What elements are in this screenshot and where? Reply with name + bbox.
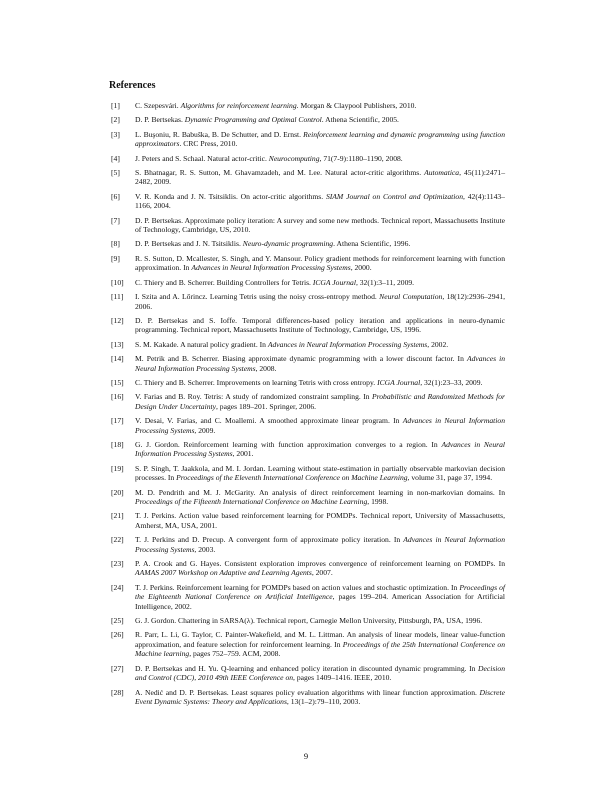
reference-text: , 18(12):2936–2941, 2006.	[135, 292, 506, 311]
reference-text: , 13(1–2):79–110, 2003.	[286, 696, 361, 706]
reference-text: . CRC Press, 2010.	[179, 139, 238, 149]
reference-text: V. Desai, V. Farias, and C. Moallemi. A smoothed approximate linear program. In	[135, 416, 403, 426]
reference-entry	[109, 292, 505, 311]
reference-venue-title: Advances in Neural Information Processing Systems	[135, 416, 505, 435]
reference-entry	[109, 630, 505, 658]
reference-number: [25]	[111, 616, 124, 626]
reference-entry	[109, 115, 505, 124]
reference-venue-title: ICGA Journal	[377, 377, 421, 387]
reference-entry	[109, 239, 505, 248]
reference-venue-title: Automatica	[424, 168, 460, 178]
reference-text: P. A. Crook and G. Hayes. Consistent exploration improves convergence of reinforcement learning on POMDPs. In	[135, 559, 505, 569]
reference-entry	[109, 616, 505, 625]
reference-entry	[109, 192, 505, 211]
reference-venue-title: AAMAS 2007 Workshop on Adaptive and Learning Agents	[135, 568, 312, 578]
reference-number: [27]	[111, 663, 124, 673]
reference-number: [18]	[111, 439, 124, 449]
reference-number: [3]	[111, 129, 120, 139]
reference-venue-title: SIAM Journal on Control and Optimization	[325, 191, 463, 201]
reference-text: , 1998.	[367, 497, 389, 506]
reference-text: C. Thiery and B. Scherrer. Building Controllers for Tetris.	[135, 277, 313, 287]
reference-entry	[109, 535, 505, 554]
reference-text: D. P. Bertsekas and J. N. Tsitsiklis.	[135, 239, 243, 249]
reference-text: , 45(11):2471–2482, 2009.	[135, 168, 506, 187]
reference-entry	[109, 168, 505, 187]
reference-text: , pages 189–201. Springer, 2006.	[215, 401, 317, 411]
reference-text: , 32(1):23–33, 2009.	[420, 377, 483, 387]
reference-number: [26]	[111, 630, 124, 640]
reference-venue-title: Advances in Neural Information Processing Systems	[135, 439, 505, 459]
reference-entry	[109, 130, 505, 149]
reference-venue-title: ICGA Journal	[312, 277, 356, 287]
reference-text: , 2008.	[255, 363, 277, 373]
reference-entry	[109, 559, 505, 578]
reference-text: S. Bhatnagar, R. S. Sutton, M. Ghavamzadeh, and M. Lee. Natural actor-critic algorithms.	[135, 168, 425, 178]
reference-number: [12]	[111, 315, 124, 325]
reference-text: V. Farias and B. Roy. Tetris: A study of randomized constraint sampling. In	[135, 392, 372, 402]
reference-text: . Athena Scientific, 2005.	[321, 115, 399, 125]
reference-text: , 2002.	[427, 339, 449, 349]
reference-number: [21]	[111, 511, 124, 521]
reference-entry	[109, 583, 505, 611]
reference-number: [16]	[111, 392, 124, 402]
reference-text: , 2009.	[194, 425, 216, 435]
reference-text: , 2000.	[350, 263, 372, 273]
reference-text: , 42(4):1143–1166, 2004.	[135, 191, 505, 211]
reference-venue-title: Proceedings of the Fifteenth International Conference on Machine Learning	[135, 497, 368, 506]
reference-number: [9]	[111, 253, 120, 263]
reference-entry	[109, 464, 505, 483]
reference-text: M. Petrik and B. Scherrer. Biasing approximate dynamic programming with a lower discount factor. In	[135, 354, 467, 364]
reference-entry	[109, 392, 505, 411]
reference-text: L. Buşoniu, R. Babuška, B. De Schutter, and D. Ernst.	[135, 129, 304, 139]
reference-number: [2]	[111, 115, 120, 125]
reference-text: , pages 199–204. American Association for Artificial Intelligence, 2002.	[135, 592, 505, 611]
reference-number: [4]	[111, 153, 120, 163]
reference-text: D. P. Bertsekas.	[135, 115, 185, 125]
reference-venue-title: Proceedings of the Eighteenth National Conference on Artificial Intelligence	[135, 582, 505, 602]
reference-text: , 71(7-9):1180–1190, 2008.	[319, 153, 403, 163]
reference-number: [28]	[111, 687, 124, 697]
reference-venue-title: Advances in Neural Information Processing Systems	[135, 535, 505, 554]
reference-text: G. J. Gordon. Chattering in SARSA(λ). Technical report, Carnegie Mellon University, Pittsburgh, PA, USA, 1996.	[135, 616, 483, 626]
reference-text: G. J. Gordon. Reinforcement learning with function approximation converges to a region. In	[135, 439, 442, 449]
reference-text: R. Parr, L. Li, G. Taylor, C. Painter-Wakefield, and M. L. Littman. An analysis of linear models, linear value-function approximation, and feature selection for reinforcement learning. In	[135, 630, 505, 649]
reference-venue-title: Dynamic Programming and Optimal Control	[184, 115, 322, 125]
reference-venue-title: Reinforcement learning and dynamic programming using function approximators	[135, 129, 505, 149]
page-number: 9	[303, 751, 309, 761]
reference-text: S. M. Kakade. A natural policy gradient. In	[135, 339, 268, 349]
reference-venue-title: Advances in Neural Information Processing Systems	[267, 339, 428, 349]
reference-venue-title: Proceedings of the Eleventh International Conference on Machine Learning	[176, 473, 408, 483]
reference-number: [22]	[111, 535, 124, 545]
reference-text: D. P. Bertsekas and S. Ioffe. Temporal differences-based policy iteration and applications in neuro-dynamic programming. Technical report, Massachusetts Institute of Technology, Cambridge, US, 1996.	[135, 315, 505, 335]
reference-entry	[109, 416, 505, 435]
reference-venue-title: Probabilistic and Randomized Methods for Design Under Uncertainty	[135, 392, 505, 411]
reference-number: [10]	[111, 277, 124, 287]
reference-text: S. P. Singh, T. Jaakkola, and M. I. Jordan. Learning without state-estimation in partially observable markovian decision processes. In	[135, 463, 505, 483]
reference-text: C. Thiery and B. Scherrer. Improvements on learning Tetris with cross entropy.	[135, 377, 378, 387]
reference-text: I. Szita and A. Lőrincz. Learning Tetris using the noisy cross-entropy method.	[135, 292, 380, 302]
reference-entry	[109, 664, 505, 683]
reference-text: , pages 1409–1416. IEEE, 2010.	[293, 673, 392, 683]
reference-text: , pages 752–759. ACM, 2008.	[189, 649, 281, 659]
reference-number: [11]	[111, 292, 124, 302]
reference-number: [20]	[111, 487, 124, 497]
reference-text: D. P. Bertsekas and H. Yu. Q-learning and enhanced policy iteration in discounted dynamic programming. In	[135, 663, 478, 673]
reference-text: , 2003.	[194, 544, 216, 554]
reference-text: R. S. Sutton, D. Mcallester, S. Singh, and Y. Mansour. Policy gradient methods for reinforcement learning with function approximation. In	[135, 253, 505, 273]
reference-number: [15]	[111, 377, 124, 387]
reference-entry	[109, 216, 505, 235]
reference-text: T. J. Perkins. Reinforcement learning for POMDPs based on action values and stochastic optimization. In	[135, 582, 460, 592]
reference-text: C. Szepesvári.	[135, 101, 181, 110]
reference-text: A. Nedić and D. P. Bertsekas. Least squares policy evaluation algorithms with linear function approximation.	[135, 687, 480, 697]
reference-number: [8]	[111, 239, 120, 249]
reference-entry	[109, 154, 505, 163]
reference-text: . Morgan & Claypool Publishers, 2010.	[296, 101, 417, 110]
reference-list	[109, 101, 505, 711]
reference-number: [14]	[111, 354, 124, 364]
reference-number: [1]	[111, 101, 120, 110]
reference-number: [23]	[111, 559, 124, 569]
reference-text: T. J. Perkins and D. Precup. A convergent form of approximate policy iteration. In	[135, 535, 404, 545]
reference-entry	[109, 340, 505, 349]
reference-text: V. R. Konda and J. N. Tsitsiklis. On actor-critic algorithms.	[135, 191, 326, 201]
reference-entry	[109, 688, 505, 707]
reference-number: [7]	[111, 215, 120, 225]
reference-entry	[109, 254, 505, 273]
reference-text: , 32(1):3–11, 2009.	[355, 277, 415, 287]
reference-venue-title: Advances in Neural Information Processing Systems	[135, 354, 506, 373]
reference-venue-title: Neuro-dynamic programming	[242, 239, 334, 249]
references-heading: References	[109, 80, 156, 91]
reference-text: T. J. Perkins. Action value based reinforcement learning for POMDPs. Technical report, University of Massachusetts, Amherst, MA, USA, 2001.	[135, 511, 505, 530]
reference-venue-title: Neural Computation	[379, 292, 443, 302]
reference-number: [6]	[111, 191, 120, 201]
reference-entry	[109, 488, 505, 507]
reference-text: M. D. Pendrith and M. J. McGarity. An analysis of direct reinforcement learning in non-markovian domains. In	[135, 487, 505, 497]
reference-venue-title: Neurocomputing	[268, 153, 320, 163]
reference-venue-title: Discrete Event Dynamic Systems: Theory and Applications	[135, 687, 505, 706]
reference-number: [19]	[111, 463, 124, 473]
reference-venue-title: Decision and Control (CDC), 2010 49th IEEE Conference on	[135, 663, 505, 683]
reference-entry	[109, 278, 505, 287]
reference-text: J. Peters and S. Schaal. Natural actor-critic.	[135, 153, 269, 163]
reference-entry	[109, 378, 505, 387]
reference-text: , 2007.	[311, 568, 333, 578]
reference-number: [5]	[111, 168, 120, 178]
reference-entry	[109, 316, 505, 335]
reference-number: [24]	[111, 582, 124, 592]
reference-venue-title: Proceedings of the 25th International Conference on Machine learning	[135, 639, 505, 659]
reference-entry	[109, 511, 505, 530]
reference-text: D. P. Bertsekas. Approximate policy iteration: A survey and some new methods. Technical report, Massachusetts Institute of Technology, Cambridge, US, 2010.	[135, 215, 505, 235]
reference-venue-title: Algorithms for reinforcement learning	[180, 101, 297, 110]
reference-venue-title: Advances in Neural Information Processing Systems	[191, 263, 351, 273]
reference-entry	[109, 354, 505, 373]
reference-number: [17]	[111, 416, 124, 426]
reference-entry	[109, 101, 505, 110]
reference-text: . Athena Scientific, 1996.	[333, 239, 411, 249]
reference-text: , volume 31, page 37, 1994.	[407, 473, 493, 483]
reference-number: [13]	[111, 339, 124, 349]
reference-entry	[109, 440, 505, 459]
reference-text: , 2001.	[232, 449, 254, 459]
